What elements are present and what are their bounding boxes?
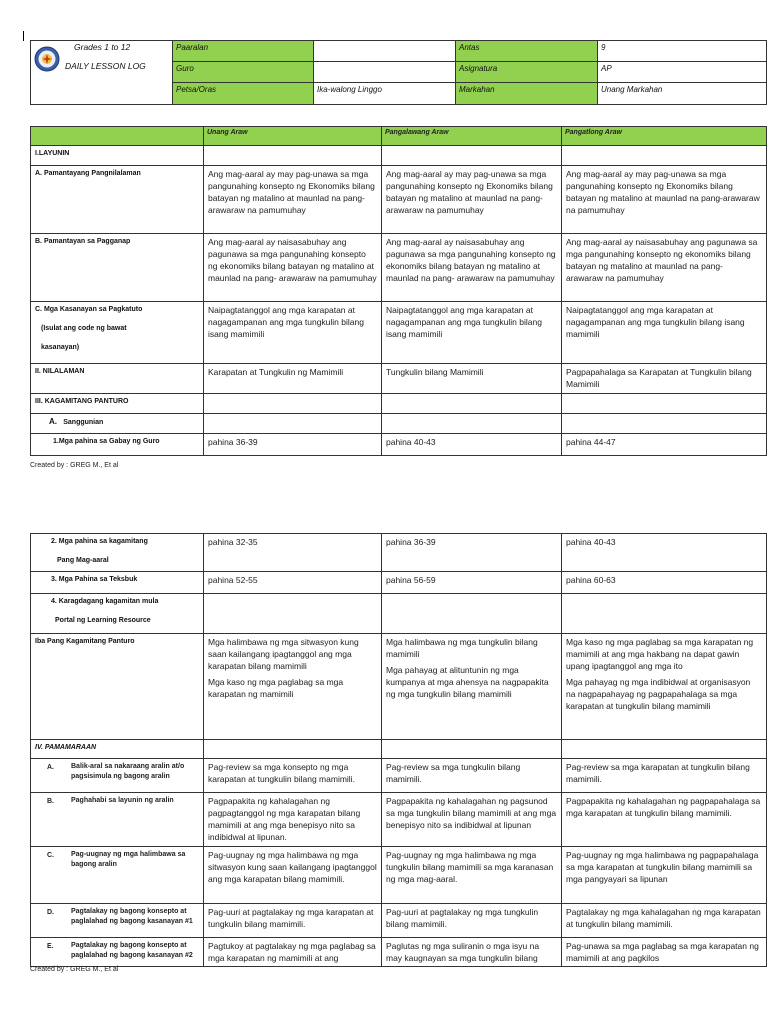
column-header: Unang Araw (204, 127, 382, 146)
table-cell: pahina 32-35 (204, 534, 382, 572)
table-cell: Pag-uuri at pagtalakay ng mga tungkulin bilang mamimili. (382, 904, 562, 938)
table-row (31, 572, 767, 594)
row-label: IV. PAMAMARAAN (31, 740, 204, 759)
lesson-log-header (30, 40, 767, 105)
table-row (31, 434, 767, 456)
table-cell: Pag-uugnay ng mga halimbawa ng pagpapahalaga sa mga karapatan at tungkulin bilang mamimili sa mga pangyayari sa lipunan (562, 847, 767, 904)
table-cell: Naipagtatanggol ang mga karapatan at nagagampanan ang mga tungkulin bilang isang mamimili (562, 302, 767, 364)
table-row (31, 938, 767, 967)
teacher-label: Guro (173, 62, 314, 83)
table-cell: Karapatan at Tungkulin ng Mamimili (204, 364, 382, 394)
row-label-line: 4. Karagdagang kagamitan mula (51, 598, 159, 605)
page1-credit: Created by : GREG M., Et al (30, 462, 119, 469)
row-label-text: Paghahabi sa layunin ng aralin (71, 797, 174, 804)
column-header-row (31, 127, 767, 146)
daily-lesson-log-title: DAILY LESSON LOG (65, 61, 146, 71)
table-cell: Ang mag-aaral ay naisasabuhay ang pagunawa sa mga pangunahing konsepto ng ekonomiks bilang batayan ng matalino at maunlad na pang- arawaraw na pamumuhay (562, 234, 767, 302)
row-label (31, 302, 204, 364)
row-letter: D. (47, 909, 54, 916)
table-cell: pahina 40-43 (382, 434, 562, 456)
row-label-line: kasanayan) (41, 344, 80, 351)
row-label-line: (Isulat ang code ng bawat (41, 325, 127, 332)
table-row (31, 364, 767, 394)
sanggunian-label: Sanggunian (63, 419, 104, 426)
table-row (31, 594, 767, 634)
table-row (31, 740, 767, 759)
row-label-text: Pag-uugnay ng mga halimbawa sa bagong aralin (71, 851, 186, 868)
table-cell: pahina 36-39 (382, 534, 562, 572)
page2-credit: Created by : GREG M., Et al (30, 966, 119, 973)
table-cell: Pagpapakita ng kahalagahan ng pagpapahalaga sa mga karapatan at tungkulin bilang mamimili. (562, 793, 767, 847)
table-row (31, 534, 767, 572)
table-row (31, 847, 767, 904)
grade-value: 9 (598, 41, 767, 62)
table-cell: Pag-uugnay ng mga halimbawa ng mga tungkulin bilang mamimili sa mga karanasan ng mga mag-aaral. (382, 847, 562, 904)
sanggunian-letter: A. (49, 417, 57, 426)
table-row (31, 166, 767, 234)
school-label: Paaralan (173, 41, 314, 62)
column-header: Pangalawang Araw (382, 127, 562, 146)
cell-paragraph: Mga kaso ng mga paglabag sa mga karapatan ng mamimili at ang mga hakbang na dapat gawin upang ipagtanggol ang mga ito (566, 637, 754, 671)
table-cell: pahina 56-59 (382, 572, 562, 594)
table-cell: Pagtalakay ng mga kahalagahan ng mga karapatan at tungkulin bilang mamimili. (562, 904, 767, 938)
table-row (31, 394, 767, 414)
table-row (31, 302, 767, 364)
cell-paragraph: Mga pahayag at alituntunin ng mga kumpanya at mga ahensya na nagpapakita ng mga tungkulin bilang mamimili (386, 665, 549, 699)
row-letter: A. (47, 764, 54, 771)
table-row (31, 904, 767, 938)
row-letter: E. (47, 943, 54, 950)
quarter-label: Markahan (456, 83, 598, 105)
table-cell (382, 634, 562, 740)
row-label: III. KAGAMITANG PANTURO (31, 394, 204, 414)
table-cell: Ang mag-aaral ay naisasabuhay ang pagunawa sa mga pangunahing konsepto ng ekonomiks bilang batayan ng matalino at maunlad na pang- arawaraw na pamumuhay (382, 234, 562, 302)
table-cell: Pag-unawa sa mga paglabag sa mga karapatan ng mamimili at ang pagkilos (562, 938, 767, 967)
subject-value: AP (598, 62, 767, 83)
row-label-line: Pang Mag-aaral (57, 557, 109, 564)
table-row (31, 414, 767, 434)
table-cell: Tungkulin bilang Mamimili (382, 364, 562, 394)
column-header: Pangatlong Araw (562, 127, 767, 146)
row-label: A. Pamantayang Pangnilalaman (31, 166, 204, 234)
table-cell: pahina 52-55 (204, 572, 382, 594)
row-label-text: Pagtalakay ng bagong konsepto at paglalahad ng bagong kasanayan #1 (71, 908, 193, 925)
table-row (31, 634, 767, 740)
table-cell: Pagpapakita ng kahalagahan ng pagsunod sa mga tungkulin bilang mamimili at ang mga benepisyo nito sa indibidwal at lipunan (382, 793, 562, 847)
deped-logo-cell (31, 41, 173, 105)
row-letter: C. (47, 852, 54, 859)
cell-paragraph: Mga pahayag ng mga indibidwal at organisasyon na nagpapahayag ng pagpapahalaga sa mga karapatan at tungkulin bilang mamimili (566, 677, 751, 711)
table-row (31, 759, 767, 793)
row-label: B. Pamantayan sa Pagganap (31, 234, 204, 302)
table-cell (562, 634, 767, 740)
table-cell: pahina 36-39 (204, 434, 382, 456)
teacher-value (314, 62, 456, 83)
school-value (314, 41, 456, 62)
date-label: Petsa/Oras (173, 83, 314, 105)
table-cell: Paglutas ng mga suliranin o mga isyu na may kaugnayan sa mga tungkulin bilang (382, 938, 562, 967)
row-label: II. NILALAMAN (31, 364, 204, 394)
subject-label: Asignatura (456, 62, 598, 83)
layunin-label: I.LAYUNIN (31, 146, 204, 166)
table-cell: pahina 40-43 (562, 534, 767, 572)
table-cell: Pag-review sa mga karapatan at tungkulin bilang mamimili. (562, 759, 767, 793)
table-cell: Pag-uugnay ng mga halimbawa ng mga sitwasyon kung saan kailangang ipagtanggol ang mga karapatan bilang mamimili. (204, 847, 382, 904)
date-value: Ika-walong Linggo (314, 83, 456, 105)
row-label (31, 594, 204, 634)
row-label (31, 534, 204, 572)
table-row (31, 146, 767, 166)
table-row (31, 234, 767, 302)
text-cursor (23, 31, 24, 41)
row-label: Iba Pang Kagamitang Panturo (31, 634, 204, 740)
cell-paragraph: Mga halimbawa ng mga sitwasyon kung saan kailangang ipagtanggol ang mga karapatan bilang mamimili (208, 637, 359, 671)
table-cell: Ang mag-aaral ay may pag-unawa sa mga pangunahing konsepto ng Ekonomiks bilang batayan ng matalino at maunlad na pang-arawaraw na pamumuhay (382, 166, 562, 234)
grade-label: Antas (456, 41, 598, 62)
row-label: 3. Mga Pahina sa Teksbuk (31, 572, 204, 594)
row-label-text: Pagtalakay ng bagong konsepto at paglalahad ng bagong kasanayan #2 (71, 942, 193, 959)
table-cell: pahina 60-63 (562, 572, 767, 594)
table-cell: Pag-uuri at pagtalakay ng mga karapatan at tungkulin bilang mamimili. (204, 904, 382, 938)
table-cell: Pagpapahalaga sa Karapatan at Tungkulin bilang Mamimili (562, 364, 767, 394)
row-label (31, 938, 204, 967)
table-cell: Pagtukoy at pagtalakay ng mga paglabag sa mga karapatan ng mamimili at ang (204, 938, 382, 967)
row-label (31, 414, 204, 434)
table-cell: Ang mag-aaral ay may pag-unawa sa mga pangunahing konsepto ng Ekonomiks bilang batayan ng matalino at maunlad na pang-arawaraw na pamumuhay (562, 166, 767, 234)
row-label-text: Balik-aral sa nakaraang aralin at/o pagsisimula ng bagong aralin (71, 763, 185, 780)
table-cell: Naipagtatanggol ang mga karapatan at nagagampanan ang mga tungkulin bilang isang mamimili (382, 302, 562, 364)
table-row (31, 793, 767, 847)
table-cell: Ang mag-aaral ay naisasabuhay ang pagunawa sa mga pangunahing konsepto ng ekonomiks bilang batayan ng matalino at maunlad na pang- arawaraw na pamumuhay (204, 234, 382, 302)
row-label (31, 759, 204, 793)
table-cell: Pagpapakita ng kahalagahan ng pagpagtanggol ng mga karapatan bilang mamimili at ang mga benepisyo nito sa indibidwal at lipunan. (204, 793, 382, 847)
cell-paragraph: Mga kaso ng mga paglabag sa mga karapatan ng mamimili (208, 677, 344, 699)
table-cell: Naipagtatanggol ang mga karapatan at nagagampanan ang mga tungkulin bilang isang mamimili (204, 302, 382, 364)
cell-paragraph: Mga halimbawa ng mga tungkulin bilang mamimili (386, 637, 538, 659)
table-cell: Pag-review sa mga konsepto ng mga karapatan at tungkulin bilang mamimili. (204, 759, 382, 793)
table-cell: pahina 44-47 (562, 434, 767, 456)
row-label-line: Portal ng Learning Resource (55, 617, 151, 624)
deped-seal-icon (34, 46, 60, 72)
grades-label: Grades 1 to 12 (74, 42, 131, 52)
table-cell: Pag-review sa mga tungkulin bilang mamimili. (382, 759, 562, 793)
row-label-line: C. Mga Kasanayan sa Pagkatuto (35, 306, 143, 313)
quarter-value: Unang Markahan (598, 83, 767, 105)
row-label-line: 2. Mga pahina sa kagamitang (51, 538, 148, 545)
row-letter: B. (47, 798, 54, 805)
row-label (31, 847, 204, 904)
lesson-table-page1 (30, 126, 767, 456)
lesson-table-page2 (30, 533, 767, 967)
table-cell: Ang mag-aaral ay may pag-unawa sa mga pangunahing konsepto ng Ekonomiks bilang batayan ng matalino at maunlad na pang-arawaraw na pamumuhay (204, 166, 382, 234)
row-label: 1.Mga pahina sa Gabay ng Guro (31, 434, 204, 456)
corner-cell (31, 127, 204, 146)
table-cell (204, 634, 382, 740)
row-label (31, 904, 204, 938)
row-label (31, 793, 204, 847)
